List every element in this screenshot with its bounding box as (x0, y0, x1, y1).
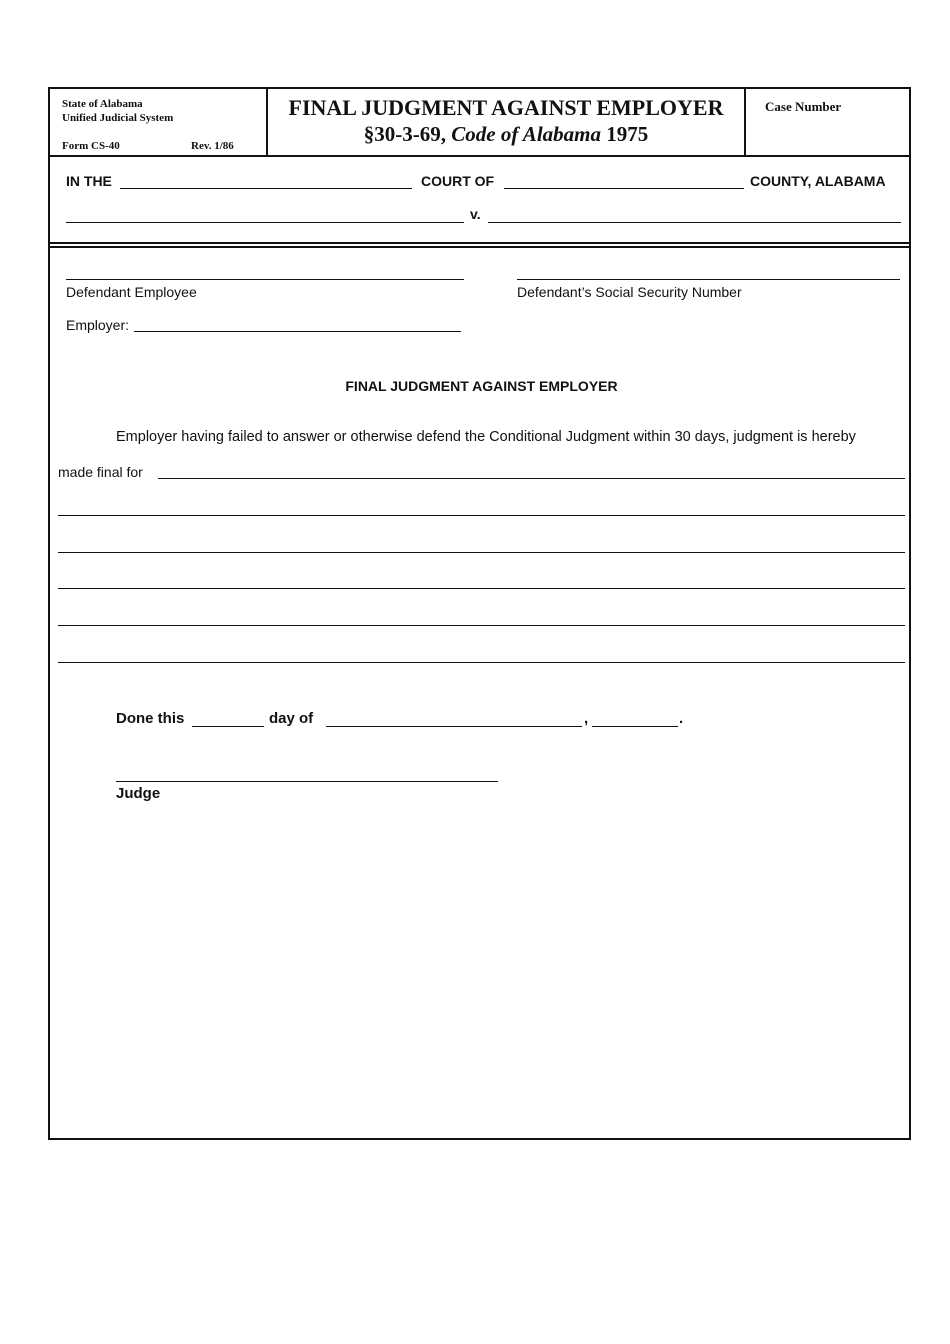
statute-prefix: §30-3-69, (363, 122, 447, 146)
judgment-line-1[interactable] (58, 515, 905, 516)
county-name-field[interactable] (504, 188, 744, 189)
double-rule-bottom (50, 246, 909, 248)
agency-block (50, 89, 268, 155)
defendant-field[interactable] (488, 222, 901, 223)
employer-field[interactable] (134, 331, 461, 332)
case-number-label: Case Number (765, 99, 842, 114)
defendant-employee-label: Defendant Employee (66, 284, 197, 300)
date-comma: , (584, 710, 589, 727)
case-number-box[interactable] (746, 89, 911, 155)
defendant-ssn-label: Defendant’s Social Security Number (517, 284, 742, 300)
judgment-line-3[interactable] (58, 588, 905, 589)
made-final-field[interactable] (158, 478, 905, 479)
versus-label: v. (470, 206, 481, 222)
defendant-ssn-field[interactable] (517, 279, 900, 280)
judgment-line-2[interactable] (58, 552, 905, 553)
court-of-label: COURT OF (421, 173, 495, 189)
title-block (268, 89, 746, 155)
date-period: . (679, 710, 684, 727)
court-type-field[interactable] (120, 188, 412, 189)
statute-citation (268, 122, 744, 147)
form-number: Form CS-40 (62, 140, 120, 152)
statute-code: Code of Alabama (451, 122, 601, 146)
agency-state: State of Alabama (62, 98, 143, 110)
made-final-label: made final for (58, 464, 143, 480)
form-frame (48, 87, 911, 1140)
agency-system: Unified Judicial System (62, 112, 174, 124)
judgment-line-4[interactable] (58, 625, 905, 626)
defendant-employee-field[interactable] (66, 279, 464, 280)
day-field[interactable] (192, 726, 264, 727)
form-header (50, 89, 909, 157)
plaintiff-field[interactable] (66, 222, 464, 223)
form-title: FINAL JUDGMENT AGAINST EMPLOYER (288, 95, 724, 120)
judgment-line-5[interactable] (58, 662, 905, 663)
judge-label: Judge (116, 785, 161, 802)
year-field[interactable] (592, 726, 678, 727)
double-rule-top (50, 242, 909, 244)
employer-label: Employer: (66, 317, 130, 333)
in-the-label: IN THE (66, 173, 112, 189)
judgment-paragraph: Employer having failed to answer or otherwise defend the Conditional Judgment within 30 days, judgment is hereby (116, 429, 856, 445)
statute-year: 1975 (606, 122, 649, 146)
county-alabama-label: COUNTY, ALABAMA (750, 173, 886, 189)
form-revision: Rev. 1/86 (191, 140, 234, 152)
section-title: FINAL JUDGMENT AGAINST EMPLOYER (345, 378, 618, 394)
done-this-label: Done this (116, 710, 185, 727)
day-of-label: day of (269, 710, 314, 727)
judge-signature-field[interactable] (116, 781, 498, 782)
month-field[interactable] (326, 726, 582, 727)
